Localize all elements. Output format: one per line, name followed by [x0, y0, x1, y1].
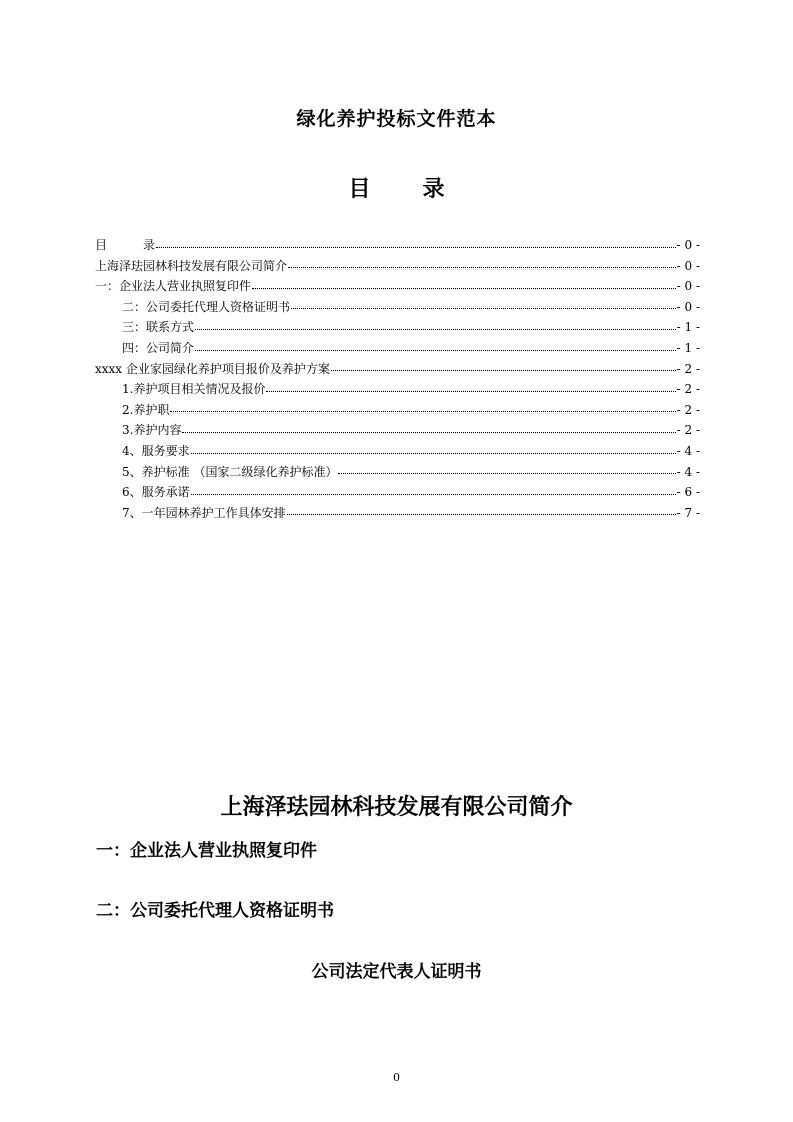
toc-heading-left: 目 — [348, 176, 371, 202]
toc-entry-label: xxxx 企业家园绿化养护项目报价及养护方案 — [95, 361, 330, 376]
toc-leader-dots — [288, 258, 676, 269]
toc-entry-annual-schedule[interactable] — [95, 503, 700, 524]
toc-entry-label: 四：公司简介 — [122, 340, 195, 355]
toc-entry-label: 6、服务承诺 — [122, 485, 190, 500]
toc-entry-standards[interactable] — [95, 462, 700, 483]
toc-leader-dots — [338, 464, 675, 475]
toc-entry-page: - 2 - — [676, 382, 700, 397]
toc-leader-dots — [191, 443, 676, 454]
toc-entry-page: - 0 - — [676, 279, 700, 294]
toc-heading-right: 录 — [422, 176, 445, 202]
toc-entry-company-profile[interactable] — [95, 338, 700, 359]
toc-entry-label: 7、一年园林养护工作具体安排 — [122, 505, 286, 520]
toc-leader-dots — [191, 484, 676, 495]
toc-entry-company-intro[interactable] — [95, 256, 700, 277]
toc-entry-page: - 7 - — [676, 505, 700, 520]
toc-entry-page: - 1 - — [676, 320, 700, 335]
toc-entry-page: - 2 - — [676, 423, 700, 438]
toc-entry-page: - 1 - — [676, 340, 700, 355]
toc-entry-toc[interactable] — [95, 235, 700, 256]
toc-entry-page: - 4 - — [676, 464, 700, 479]
toc-entry-page: - 2 - — [676, 361, 700, 376]
section-business-license-heading: 一：企业法人营业执照复印件 — [96, 841, 317, 861]
toc-entry-label: 上海泽珐园林科技发展有限公司简介 — [95, 258, 288, 273]
toc-leader-dots — [170, 402, 675, 413]
table-of-contents — [95, 235, 700, 523]
page-number: 0 — [393, 1071, 400, 1084]
toc-entry-project-quote[interactable] — [95, 359, 700, 380]
toc-leader-dots — [195, 340, 676, 351]
toc-entry-content[interactable] — [95, 420, 700, 441]
toc-entry-label: 三：联系方式 — [122, 320, 195, 335]
toc-leader-dots — [195, 319, 676, 330]
toc-leader-dots — [182, 422, 675, 433]
toc-entry-duties[interactable] — [95, 400, 700, 421]
toc-leader-dots — [287, 505, 676, 516]
toc-entry-page: - 0 - — [676, 238, 700, 252]
toc-entry-label: 5、养护标准 （国家二级绿化养护标准） — [122, 464, 338, 479]
toc-leader-dots — [252, 278, 676, 289]
toc-entry-label: 二：公司委托代理人资格证明书 — [122, 299, 291, 314]
toc-entry-label: 4、服务要求 — [122, 443, 190, 458]
legal-representative-certificate-heading: 公司法定代表人证明书 — [311, 962, 482, 982]
toc-entry-service-commitment[interactable] — [95, 482, 700, 503]
toc-entry-page: - 0 - — [676, 258, 700, 273]
toc-leader-dots — [156, 237, 676, 248]
toc-entry-business-license[interactable] — [95, 276, 700, 297]
toc-leader-dots — [291, 299, 676, 310]
company-intro-heading: 上海泽珐园林科技发展有限公司简介 — [220, 794, 573, 820]
toc-entry-contact[interactable] — [95, 317, 700, 338]
toc-entry-agent-certificate[interactable] — [95, 297, 700, 318]
toc-entry-service-requirements[interactable] — [95, 441, 700, 462]
section-agent-certificate-heading: 二：公司委托代理人资格证明书 — [96, 901, 334, 921]
toc-entry-page: - 0 - — [676, 299, 700, 314]
toc-entry-label: 2.养护职 — [122, 402, 170, 417]
document-title: 绿化养护投标文件范本 — [296, 108, 497, 130]
toc-leader-dots — [266, 381, 675, 392]
toc-entry-label: 1.养护项目相关情况及报价 — [122, 382, 266, 397]
toc-entry-page: - 2 - — [676, 402, 700, 417]
toc-entry-label: 目 录 — [95, 238, 156, 252]
toc-entry-label: 一：企业法人营业执照复印件 — [95, 279, 252, 294]
toc-entry-page: - 4 - — [676, 443, 700, 458]
toc-entry-project-info[interactable] — [95, 379, 700, 400]
toc-entry-label: 3.养护内容 — [122, 423, 182, 438]
toc-entry-page: - 6 - — [676, 485, 700, 500]
toc-heading — [0, 172, 793, 203]
toc-leader-dots — [331, 361, 676, 372]
